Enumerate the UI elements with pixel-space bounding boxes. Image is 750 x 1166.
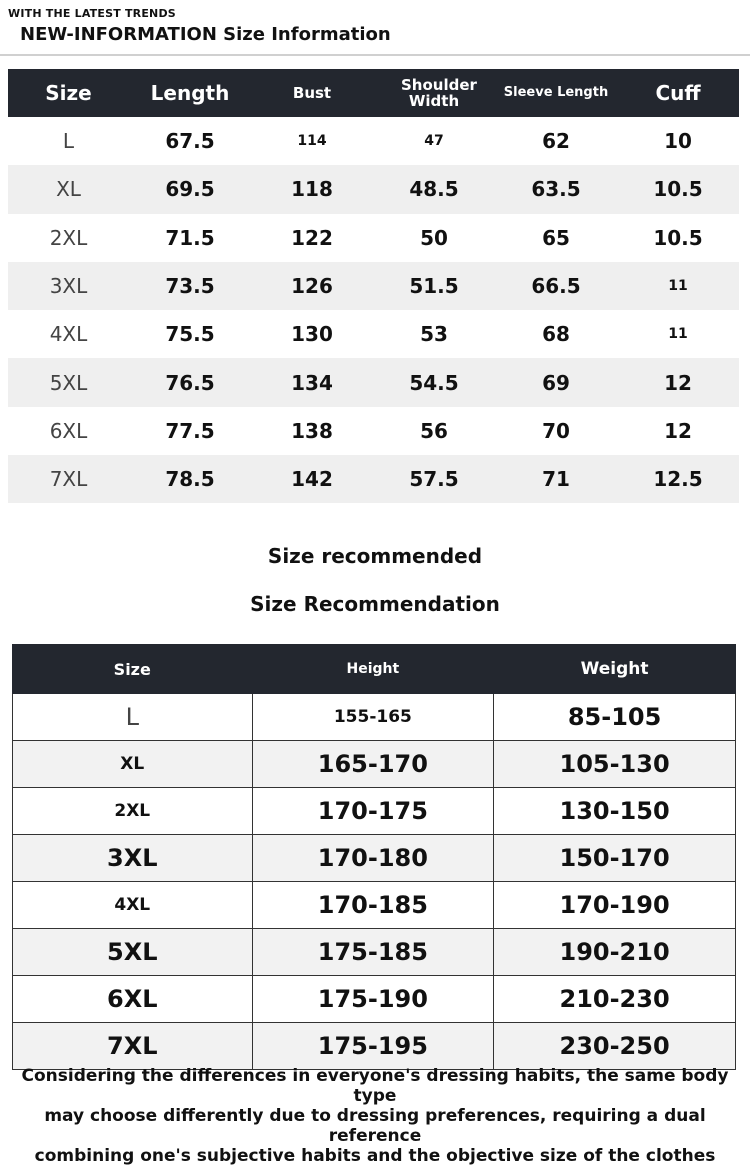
cell-sleeve-length: 68 [542,322,570,347]
size-table-header [8,69,739,117]
cell-bust: 126 [291,274,333,299]
cell-bust: 134 [291,370,333,395]
cell-weight: 210-230 [494,976,736,1023]
cell-cuff: 11 [668,326,688,343]
cell-sleeve-length: 63.5 [531,177,581,202]
cell-height: 170-180 [252,835,494,882]
cell-sleeve-length: 65 [542,225,570,250]
cell-weight: 130-150 [494,788,736,835]
cell-length: 67.5 [165,129,215,154]
cell-weight: 85-105 [494,694,736,741]
cell-length: 78.5 [165,467,215,492]
table-row [8,455,739,503]
cell-size: 4XL [49,322,88,347]
col-header-length: Length [150,81,230,105]
cell-height: 155-165 [252,694,494,741]
cell-shoulder-width: 51.5 [409,274,459,299]
cell-size: L [13,694,253,741]
table-row [13,929,736,976]
cell-size: 7XL [49,467,88,492]
cell-size: 4XL [13,882,253,929]
cell-height: 175-185 [252,929,494,976]
cell-bust: 118 [291,177,333,202]
cell-shoulder-width: 53 [420,322,448,347]
cell-size: 6XL [13,976,253,1023]
cell-size: 2XL [49,225,88,250]
cell-bust: 138 [291,418,333,443]
cell-size: XL [56,177,81,202]
table-row [8,358,739,406]
header-kicker: WITH THE LATEST TRENDS [8,7,176,20]
col-header-cuff: Cuff [655,81,701,105]
table-row [13,1023,736,1070]
table-row [8,117,739,165]
cell-height: 175-190 [252,976,494,1023]
cell-cuff: 11 [668,278,688,295]
cell-bust: 114 [297,133,327,150]
table-row [13,882,736,929]
cell-shoulder-width: 48.5 [409,177,459,202]
col-header-sleeve-length: Sleeve Length [503,84,609,100]
footer-note [0,1066,750,1166]
cell-weight: 230-250 [494,1023,736,1070]
table-row [13,976,736,1023]
size-information-table [8,69,739,503]
table-row [8,214,739,262]
table-row [13,694,736,741]
table-row [13,741,736,788]
cell-size: L [62,129,75,154]
table-row [13,835,736,882]
cell-length: 73.5 [165,274,215,299]
rec-table-header [13,645,736,694]
cell-length: 69.5 [165,177,215,202]
cell-cuff: 12 [664,370,692,395]
cell-size: 5XL [49,370,88,395]
cell-height: 170-175 [252,788,494,835]
cell-sleeve-length: 69 [542,370,570,395]
table-row [13,788,736,835]
cell-shoulder-width: 54.5 [409,370,459,395]
cell-sleeve-length: 70 [542,418,570,443]
cell-cuff: 10.5 [653,177,703,202]
cell-sleeve-length: 62 [542,129,570,154]
cell-cuff: 10.5 [653,225,703,250]
cell-height: 175-195 [252,1023,494,1070]
cell-cuff: 12 [664,418,692,443]
cell-shoulder-width: 57.5 [409,467,459,492]
cell-size: XL [13,741,253,788]
section-title: Size Recommendation [250,592,500,616]
cell-weight: 150-170 [494,835,736,882]
footer-line-1: Considering the differences in everyone's dressing habits, the same body type [21,1066,729,1106]
cell-size: 3XL [49,274,88,299]
cell-sleeve-length: 71 [542,467,570,492]
cell-size: 5XL [13,929,253,976]
cell-size: 2XL [13,788,253,835]
table-row [8,262,739,310]
size-recommendation-table [12,644,736,1070]
cell-bust: 130 [291,322,333,347]
cell-cuff: 10 [664,129,692,154]
cell-length: 71.5 [165,225,215,250]
cell-bust: 122 [291,225,333,250]
cell-length: 75.5 [165,322,215,347]
cell-sleeve-length: 66.5 [531,274,581,299]
cell-size: 6XL [49,418,88,443]
col-header-height: Height [252,645,494,694]
table-row [8,165,739,213]
footer-line-2: may choose differently due to dressing preferences, requiring a dual reference [44,1106,706,1146]
col-header-size: Size [45,81,92,105]
cell-size: 7XL [13,1023,253,1070]
cell-weight: 190-210 [494,929,736,976]
cell-shoulder-width: 47 [424,133,444,150]
col-header-size: Size [13,645,253,694]
cell-height: 165-170 [252,741,494,788]
cell-weight: 170-190 [494,882,736,929]
cell-size: 3XL [13,835,253,882]
section-title-en: Size recommended [267,544,483,568]
cell-length: 76.5 [165,370,215,395]
cell-shoulder-width: 56 [420,418,448,443]
page-title: NEW-INFORMATION Size Information [20,24,391,45]
table-row [8,310,739,358]
cell-length: 77.5 [165,418,215,443]
col-header-shoulder-width: Shoulder Width [401,75,477,110]
cell-bust: 142 [291,467,333,492]
cell-shoulder-width: 50 [420,225,448,250]
table-row [8,407,739,455]
footer-line-3: combining one's subjective habits and the objective size of the clothes [34,1146,716,1166]
header-divider [0,54,750,56]
cell-cuff: 12.5 [653,467,703,492]
col-header-weight: Weight [494,645,736,694]
cell-weight: 105-130 [494,741,736,788]
cell-height: 170-185 [252,882,494,929]
col-header-bust: Bust [292,83,332,102]
